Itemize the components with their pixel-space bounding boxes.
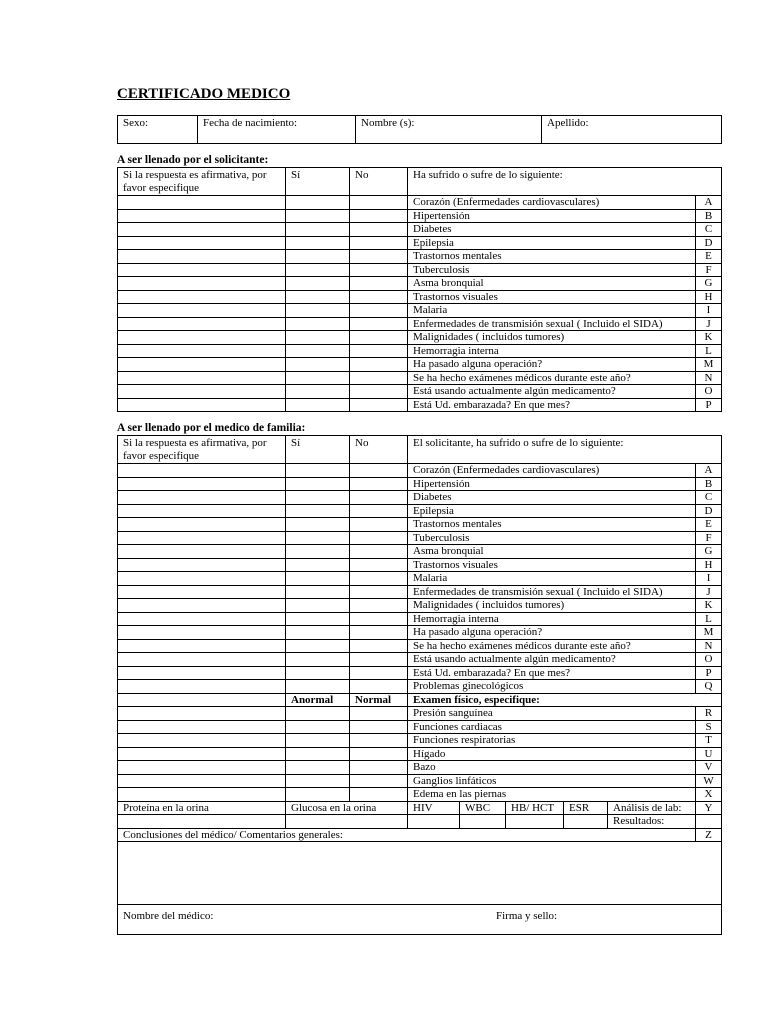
condition-row [118, 209, 722, 223]
condition-code: B [696, 477, 722, 491]
specify-cell[interactable] [118, 371, 286, 385]
condition-code: H [696, 290, 722, 304]
yes-cell[interactable] [286, 612, 350, 626]
condition-row [118, 639, 722, 653]
last-name-field[interactable]: Apellido: [542, 116, 722, 144]
no-cell[interactable] [350, 734, 408, 748]
glucose-label: Glucosa en la orina [286, 801, 408, 815]
specify-cell[interactable] [118, 626, 286, 640]
yes-cell[interactable] [286, 464, 350, 478]
specify-cell[interactable] [118, 653, 286, 667]
specify-cell[interactable] [118, 666, 286, 680]
specify-cell[interactable] [118, 734, 286, 748]
condition-row [118, 747, 722, 761]
no-cell[interactable] [350, 223, 408, 237]
condition-label: Bazo [408, 761, 696, 775]
glucose-value[interactable] [286, 815, 408, 829]
condition-row [118, 545, 722, 559]
no-cell[interactable] [350, 331, 408, 345]
condition-label: Tuberculosis [408, 263, 696, 277]
condition-code: B [696, 209, 722, 223]
condition-row [118, 344, 722, 358]
condition-row [118, 196, 722, 210]
no-cell[interactable] [350, 612, 408, 626]
signature-label: Firma y sello: [496, 910, 558, 922]
yes-cell[interactable] [286, 653, 350, 667]
doctor-section-label: A ser llenado por el medico de familia: [117, 422, 306, 434]
condition-code: A [696, 464, 722, 478]
condition-code: R [696, 707, 722, 721]
yes-cell[interactable] [286, 666, 350, 680]
condition-row [118, 558, 722, 572]
no-cell[interactable] [350, 720, 408, 734]
yes-cell[interactable] [286, 504, 350, 518]
yes-cell[interactable] [286, 599, 350, 613]
condition-label: Hipertensión [408, 477, 696, 491]
yes-cell[interactable] [286, 223, 350, 237]
abnormal-header: Anormal [286, 693, 350, 707]
condition-label: Tuberculosis [408, 531, 696, 545]
specify-cell[interactable] [118, 720, 286, 734]
condition-label: Funciones respiratorias [408, 734, 696, 748]
condition-row [118, 585, 722, 599]
no-cell[interactable] [350, 398, 408, 412]
yes-cell[interactable] [286, 304, 350, 318]
condition-label: Hemorragia interna [408, 344, 696, 358]
yes-cell[interactable] [286, 761, 350, 775]
lab-analysis-code: Y [696, 801, 722, 815]
condition-row [118, 531, 722, 545]
specify-cell[interactable] [118, 545, 286, 559]
specify-cell[interactable] [118, 464, 286, 478]
doctor-name-label: Nombre del médico: [123, 910, 214, 922]
condition-code: P [696, 398, 722, 412]
no-header: No [350, 168, 408, 196]
specify-cell[interactable] [118, 250, 286, 264]
results-code [696, 815, 722, 829]
document-title: CERTIFICADO MEDICO [117, 86, 291, 102]
specify-cell[interactable] [118, 761, 286, 775]
condition-row [118, 236, 722, 250]
condition-row [118, 626, 722, 640]
specify-cell[interactable] [118, 385, 286, 399]
specify-cell[interactable] [118, 788, 286, 802]
condition-code: T [696, 734, 722, 748]
condition-label: Trastornos mentales [408, 250, 696, 264]
specify-cell[interactable] [118, 290, 286, 304]
yes-cell[interactable] [286, 585, 350, 599]
no-cell[interactable] [350, 344, 408, 358]
specify-cell[interactable] [118, 612, 286, 626]
condition-row [118, 491, 722, 505]
condition-code: E [696, 518, 722, 532]
condition-row [118, 371, 722, 385]
condition-label: Malignidades ( incluidos tumores) [408, 331, 696, 345]
condition-row [118, 572, 722, 586]
no-cell[interactable] [350, 491, 408, 505]
specify-cell[interactable] [118, 747, 286, 761]
condition-label: Diabetes [408, 223, 696, 237]
specify-cell[interactable] [118, 477, 286, 491]
conclusions-input[interactable] [118, 842, 722, 905]
condition-label: Corazón (Enfermedades cardiovasculares) [408, 196, 696, 210]
no-cell[interactable] [350, 788, 408, 802]
specify-cell[interactable] [118, 572, 286, 586]
no-cell[interactable] [350, 290, 408, 304]
condition-code: K [696, 331, 722, 345]
sex-field[interactable]: Sexo: [118, 116, 198, 144]
condition-label: Hipertensión [408, 209, 696, 223]
no-cell[interactable] [350, 558, 408, 572]
condition-code: M [696, 626, 722, 640]
condition-code: D [696, 236, 722, 250]
yes-cell[interactable] [286, 290, 350, 304]
specify-cell[interactable] [118, 223, 286, 237]
condition-label: Epilepsia [408, 236, 696, 250]
no-cell[interactable] [350, 761, 408, 775]
yes-cell[interactable] [286, 385, 350, 399]
condition-label: Se ha hecho exámenes médicos durante este año? [408, 371, 696, 385]
condition-code: M [696, 358, 722, 372]
condition-row [118, 385, 722, 399]
signature-row [118, 905, 722, 935]
conclusions-code: Z [696, 828, 722, 842]
condition-label: Funciones cardiacas [408, 720, 696, 734]
condition-row [118, 666, 722, 680]
condition-code: L [696, 344, 722, 358]
condition-row [118, 653, 722, 667]
condition-row [118, 680, 722, 694]
condition-row [118, 304, 722, 318]
yes-cell[interactable] [286, 371, 350, 385]
condition-code: G [696, 545, 722, 559]
condition-row [118, 290, 722, 304]
yes-cell[interactable] [286, 626, 350, 640]
yes-header: Sí [286, 168, 350, 196]
yes-cell[interactable] [286, 196, 350, 210]
specify-header: Si la respuesta es afirmativa, por favor especifique [118, 168, 286, 196]
condition-code: J [696, 317, 722, 331]
condition-code: L [696, 612, 722, 626]
yes-cell[interactable] [286, 236, 350, 250]
yes-cell[interactable] [286, 277, 350, 291]
condition-label: Corazón (Enfermedades cardiovasculares) [408, 464, 696, 478]
specify-cell[interactable] [118, 774, 286, 788]
condition-label: Está Ud. embarazada? En que mes? [408, 398, 696, 412]
condition-row [118, 250, 722, 264]
condition-code: D [696, 504, 722, 518]
specify-cell[interactable] [118, 358, 286, 372]
yes-cell[interactable] [286, 545, 350, 559]
condition-label: Se ha hecho exámenes médicos durante este año? [408, 639, 696, 653]
results-label: Resultados: [608, 815, 696, 829]
specify-cell[interactable] [118, 398, 286, 412]
condition-code: K [696, 599, 722, 613]
applicant-conditions-table [117, 167, 722, 412]
specify-cell[interactable] [118, 317, 286, 331]
conclusions-box-row [118, 842, 722, 905]
specify-cell[interactable] [118, 639, 286, 653]
no-cell[interactable] [350, 666, 408, 680]
condition-code: F [696, 531, 722, 545]
condition-label: Trastornos visuales [408, 290, 696, 304]
wbc-value[interactable] [460, 815, 506, 829]
no-cell[interactable] [350, 371, 408, 385]
hiv-label: HIV [408, 801, 460, 815]
condition-row [118, 734, 722, 748]
specify-cell[interactable] [118, 707, 286, 721]
hiv-value[interactable] [408, 815, 460, 829]
yes-cell[interactable] [286, 558, 350, 572]
first-name-field[interactable]: Nombre (s): [356, 116, 542, 144]
condition-label: Malaria [408, 572, 696, 586]
condition-label: Está usando actualmente algún medicamento? [408, 653, 696, 667]
yes-cell[interactable] [286, 518, 350, 532]
condition-row [118, 774, 722, 788]
no-cell[interactable] [350, 585, 408, 599]
signature-cell[interactable] [118, 905, 722, 935]
conclusions-label: Conclusiones del médico/ Comentarios generales: [118, 828, 696, 842]
no-cell[interactable] [350, 464, 408, 478]
no-cell[interactable] [350, 599, 408, 613]
condition-label: Edema en las piernas [408, 788, 696, 802]
condition-label: Ganglios linfáticos [408, 774, 696, 788]
wbc-label: WBC [460, 801, 506, 815]
condition-code: X [696, 788, 722, 802]
specify-cell[interactable] [118, 331, 286, 345]
no-cell[interactable] [350, 545, 408, 559]
yes-cell[interactable] [286, 531, 350, 545]
no-cell[interactable] [350, 317, 408, 331]
no-cell[interactable] [350, 747, 408, 761]
no-cell[interactable] [350, 277, 408, 291]
condition-code: G [696, 277, 722, 291]
condition-code: N [696, 371, 722, 385]
condition-label: Trastornos visuales [408, 558, 696, 572]
no-cell[interactable] [350, 653, 408, 667]
no-cell[interactable] [350, 358, 408, 372]
condition-row [118, 223, 722, 237]
condition-row [118, 331, 722, 345]
no-cell[interactable] [350, 680, 408, 694]
condition-row [118, 464, 722, 478]
condition-row [118, 277, 722, 291]
condition-label: Presión sanguínea [408, 707, 696, 721]
condition-code: F [696, 263, 722, 277]
yes-cell[interactable] [286, 707, 350, 721]
yes-cell[interactable] [286, 491, 350, 505]
lab-values-row [118, 815, 722, 829]
condition-row [118, 518, 722, 532]
specify-cell[interactable] [118, 531, 286, 545]
specify-cell[interactable] [118, 277, 286, 291]
no-cell[interactable] [350, 626, 408, 640]
specify-cell[interactable] [118, 344, 286, 358]
no-cell[interactable] [350, 518, 408, 532]
esr-label: ESR [564, 801, 608, 815]
condition-row [118, 398, 722, 412]
condition-code: O [696, 385, 722, 399]
no-cell[interactable] [350, 531, 408, 545]
specify-cell[interactable] [118, 693, 286, 707]
condition-label: Asma bronquial [408, 277, 696, 291]
condition-label: Ha pasado alguna operación? [408, 626, 696, 640]
condition-label: Está usando actualmente algún medicamento? [408, 385, 696, 399]
personal-info-table [117, 115, 722, 144]
condition-code: H [696, 558, 722, 572]
condition-label: Ha pasado alguna operación? [408, 358, 696, 372]
specify-cell[interactable] [118, 585, 286, 599]
condition-row [118, 317, 722, 331]
specify-cell[interactable] [118, 504, 286, 518]
specify-cell[interactable] [118, 558, 286, 572]
specify-cell[interactable] [118, 491, 286, 505]
no-cell[interactable] [350, 639, 408, 653]
protein-value[interactable] [118, 815, 286, 829]
yes-cell[interactable] [286, 734, 350, 748]
question-header: El solicitante, ha sufrido o sufre de lo siguiente: [408, 436, 722, 464]
no-header: No [350, 436, 408, 464]
no-cell[interactable] [350, 385, 408, 399]
yes-cell[interactable] [286, 250, 350, 264]
condition-row [118, 599, 722, 613]
condition-row [118, 707, 722, 721]
question-header: Ha sufrido o sufre de lo siguiente: [408, 168, 722, 196]
no-cell[interactable] [350, 774, 408, 788]
condition-label: Está Ud. embarazada? En que mes? [408, 666, 696, 680]
no-cell[interactable] [350, 250, 408, 264]
condition-label: Epilepsia [408, 504, 696, 518]
condition-code: V [696, 761, 722, 775]
condition-label: Asma bronquial [408, 545, 696, 559]
no-cell[interactable] [350, 196, 408, 210]
yes-header: Sí [286, 436, 350, 464]
hb-hct-value[interactable] [506, 815, 564, 829]
yes-cell[interactable] [286, 209, 350, 223]
yes-cell[interactable] [286, 477, 350, 491]
condition-label: Malignidades ( incluidos tumores) [408, 599, 696, 613]
specify-cell[interactable] [118, 680, 286, 694]
condition-code: P [696, 666, 722, 680]
yes-cell[interactable] [286, 572, 350, 586]
protein-label: Proteína en la orina [118, 801, 286, 815]
condition-code: W [696, 774, 722, 788]
yes-cell[interactable] [286, 317, 350, 331]
yes-cell[interactable] [286, 263, 350, 277]
condition-code: I [696, 572, 722, 586]
condition-code: S [696, 720, 722, 734]
yes-cell[interactable] [286, 680, 350, 694]
yes-cell[interactable] [286, 398, 350, 412]
condition-row [118, 788, 722, 802]
exam-title: Examen físico, especifique: [408, 693, 722, 707]
yes-cell[interactable] [286, 747, 350, 761]
yes-cell[interactable] [286, 720, 350, 734]
condition-code: A [696, 196, 722, 210]
condition-row [118, 761, 722, 775]
condition-code: U [696, 747, 722, 761]
yes-cell[interactable] [286, 344, 350, 358]
condition-row [118, 477, 722, 491]
specify-header: Si la respuesta es afirmativa, por favor especifique [118, 436, 286, 464]
condition-label: Hemorragia interna [408, 612, 696, 626]
condition-code: I [696, 304, 722, 318]
no-cell[interactable] [350, 707, 408, 721]
no-cell[interactable] [350, 572, 408, 586]
condition-label: Malaria [408, 304, 696, 318]
no-cell[interactable] [350, 263, 408, 277]
specify-cell[interactable] [118, 196, 286, 210]
condition-code: C [696, 223, 722, 237]
condition-row [118, 720, 722, 734]
no-cell[interactable] [350, 236, 408, 250]
condition-row [118, 612, 722, 626]
no-cell[interactable] [350, 304, 408, 318]
condition-code: Q [696, 680, 722, 694]
condition-label: Hígado [408, 747, 696, 761]
yes-cell[interactable] [286, 774, 350, 788]
normal-header: Normal [350, 693, 408, 707]
condition-row [118, 504, 722, 518]
condition-code: N [696, 639, 722, 653]
specify-cell[interactable] [118, 599, 286, 613]
condition-code: O [696, 653, 722, 667]
yes-cell[interactable] [286, 788, 350, 802]
condition-label: Trastornos mentales [408, 518, 696, 532]
specify-cell[interactable] [118, 209, 286, 223]
doctor-conditions-table [117, 435, 722, 935]
condition-code: E [696, 250, 722, 264]
lab-row [118, 801, 722, 815]
yes-cell[interactable] [286, 639, 350, 653]
condition-row [118, 358, 722, 372]
no-cell[interactable] [350, 477, 408, 491]
hb-hct-label: HB/ HCT [506, 801, 564, 815]
yes-cell[interactable] [286, 358, 350, 372]
condition-code: C [696, 491, 722, 505]
condition-label: Enfermedades de transmisión sexual ( Incluido el SIDA) [408, 317, 696, 331]
no-cell[interactable] [350, 504, 408, 518]
condition-label: Enfermedades de transmisión sexual ( Incluido el SIDA) [408, 585, 696, 599]
condition-code: J [696, 585, 722, 599]
specify-cell[interactable] [118, 236, 286, 250]
yes-cell[interactable] [286, 331, 350, 345]
exam-header-row [118, 693, 722, 707]
applicant-section-label: A ser llenado por el solicitante: [117, 154, 269, 166]
specify-cell[interactable] [118, 304, 286, 318]
esr-value[interactable] [564, 815, 608, 829]
no-cell[interactable] [350, 209, 408, 223]
specify-cell[interactable] [118, 263, 286, 277]
condition-row [118, 263, 722, 277]
condition-label: Diabetes [408, 491, 696, 505]
conclusions-row [118, 828, 722, 842]
condition-label: Problemas ginecológicos [408, 680, 696, 694]
specify-cell[interactable] [118, 518, 286, 532]
birthdate-field[interactable]: Fecha de nacimiento: [198, 116, 356, 144]
lab-analysis-label: Análisis de lab: [608, 801, 696, 815]
